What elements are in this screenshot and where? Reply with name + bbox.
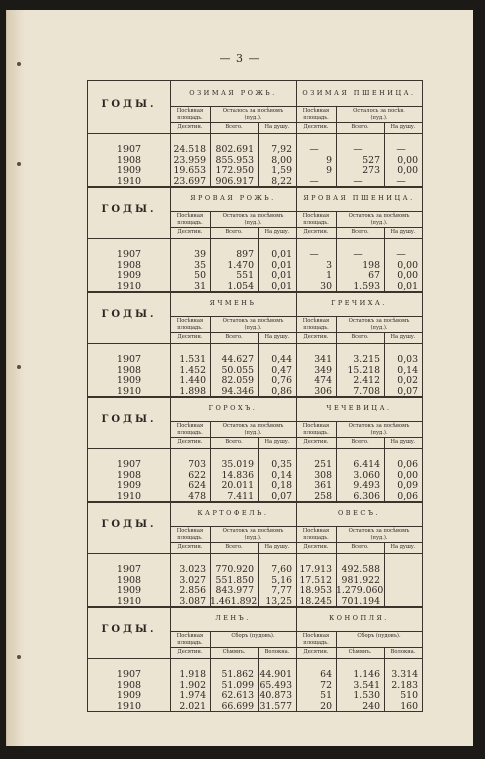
area-header: Посѣвная площадь. xyxy=(176,528,204,541)
table-cell: 1.452 xyxy=(179,364,206,376)
table-cell: 306 xyxy=(314,385,332,397)
table-cell: 474 xyxy=(314,375,332,386)
table-cell: 2.021 xyxy=(179,700,206,712)
remainder-header: Остатокъ за посѣвомъ (пуд.). xyxy=(348,528,410,541)
table-cell: 31.577 xyxy=(259,700,292,712)
table-cell: 20.011 xyxy=(221,480,254,491)
table-cell: 14.836 xyxy=(221,469,254,481)
table-cell: 770.920 xyxy=(215,564,254,575)
column-label: Волокна. xyxy=(264,649,290,655)
crop-name: ЛЕНЪ. xyxy=(215,614,251,622)
year-label: 1907 xyxy=(116,354,142,365)
table-cell: — xyxy=(309,144,319,155)
area-header: Посѣвная площадь. xyxy=(176,633,204,646)
column-label: Десятин. xyxy=(177,334,203,340)
table-cell: 3.060 xyxy=(353,469,380,481)
year-label: 1910 xyxy=(116,700,142,712)
remainder-header: Сборъ (пудовъ). xyxy=(231,633,275,639)
year-label: 1908 xyxy=(116,154,142,166)
year-label: 1908 xyxy=(116,364,142,376)
column-label: На душу. xyxy=(390,229,416,235)
table-cell: 0,06 xyxy=(397,459,418,470)
table-cell: 72 xyxy=(320,679,332,691)
year-label: 1907 xyxy=(116,144,142,155)
table-cell: 551 xyxy=(236,270,254,281)
table-cell: 1.531 xyxy=(179,354,206,365)
table-cell: 160 xyxy=(400,700,418,712)
column-label: Десятин. xyxy=(177,229,203,235)
table-cell: 0,00 xyxy=(397,154,418,166)
column-label: Десятин. xyxy=(303,229,329,235)
page-binding-edge xyxy=(7,10,25,746)
table-cell: 622 xyxy=(188,469,206,481)
column-label: Десятин. xyxy=(177,649,203,655)
column-label: Десятин. xyxy=(303,124,329,130)
area-header: Посѣвная площадь. xyxy=(302,108,330,121)
year-label: 1910 xyxy=(116,280,142,292)
table-cell: 3.541 xyxy=(353,679,380,691)
column-label: Всего. xyxy=(225,124,243,130)
table-cell: 13,25 xyxy=(265,595,292,607)
table-block xyxy=(88,606,422,711)
table-cell: 1.146 xyxy=(353,669,380,680)
table-cell: 3.027 xyxy=(179,574,206,586)
table-cell: 1.593 xyxy=(353,280,380,292)
table-cell: 50.055 xyxy=(221,364,254,376)
table-cell: 308 xyxy=(314,469,332,481)
year-label: 1908 xyxy=(116,679,142,691)
table-cell: 551.850 xyxy=(215,574,254,586)
statistics-table xyxy=(87,80,423,712)
table-cell: 624 xyxy=(188,480,206,491)
table-cell: 2.183 xyxy=(391,679,418,691)
table-cell: 349 xyxy=(314,364,332,376)
table-cell: 361 xyxy=(314,480,332,491)
crop-name: ОВЕСЪ. xyxy=(337,509,381,517)
table-cell: 0,76 xyxy=(271,375,292,386)
row-rule xyxy=(88,658,422,659)
table-cell: 1.470 xyxy=(227,259,254,271)
table-cell: 981.922 xyxy=(341,574,380,586)
table-cell: 51.862 xyxy=(221,669,254,680)
year-label: 1909 xyxy=(116,375,142,386)
years-header: ГОДЫ. xyxy=(101,204,157,215)
row-rule xyxy=(88,238,422,239)
table-cell: 527 xyxy=(362,154,380,166)
table-cell: 0,06 xyxy=(397,490,418,502)
column-label: Десятин. xyxy=(177,544,203,550)
table-cell: 2.856 xyxy=(179,585,206,596)
table-cell: 3.087 xyxy=(179,595,206,607)
year-label: 1909 xyxy=(116,480,142,491)
column-label: Десятин. xyxy=(177,439,203,445)
column-label: На душу. xyxy=(264,124,290,130)
table-cell: 9.493 xyxy=(353,480,380,491)
table-cell: 35 xyxy=(194,259,206,271)
crop-name: КАРТОФЕЛЬ. xyxy=(197,509,269,517)
table-cell: 5,16 xyxy=(271,574,292,586)
area-header: Посѣвная площадь. xyxy=(302,633,330,646)
column-label: Всего. xyxy=(351,439,369,445)
table-cell: 0,01 xyxy=(397,280,418,292)
row-rule xyxy=(88,553,422,554)
table-cell: 172.950 xyxy=(215,165,254,176)
year-label: 1907 xyxy=(116,669,142,680)
column-label: Десятин. xyxy=(303,544,329,550)
table-cell: — xyxy=(353,249,363,260)
column-label: Всего. xyxy=(351,334,369,340)
table-cell: 1.530 xyxy=(353,690,380,701)
table-cell: 1.902 xyxy=(179,679,206,691)
crop-name: ОЗИМАЯ РОЖЬ. xyxy=(189,89,277,97)
table-cell: 0,00 xyxy=(397,469,418,481)
table-cell: 9 xyxy=(326,154,332,166)
remainder-header: Остатокъ за посѣвомъ (пуд.). xyxy=(222,213,284,226)
column-label: На душу. xyxy=(264,229,290,235)
table-cell: 198 xyxy=(362,259,380,271)
table-cell: 19.653 xyxy=(173,165,206,176)
area-header: Посѣвная площадь. xyxy=(176,213,204,226)
table-cell: 1.440 xyxy=(179,375,206,386)
table-cell: 35.019 xyxy=(221,459,254,470)
table-cell: 906.917 xyxy=(215,175,254,187)
column-label: На душу. xyxy=(390,124,416,130)
crop-name: КОНОПЛЯ. xyxy=(329,614,389,622)
table-cell: 66.699 xyxy=(221,700,254,712)
table-cell: — xyxy=(353,175,363,187)
table-cell: 0,03 xyxy=(397,354,418,365)
crop-name: ЯРОВАЯ ПШЕНИЦА. xyxy=(303,194,415,202)
table-cell: 62.613 xyxy=(221,690,254,701)
table-block xyxy=(88,501,422,606)
table-cell: 7,60 xyxy=(271,564,292,575)
table-cell: 802.691 xyxy=(215,144,254,155)
years-header: ГОДЫ. xyxy=(101,414,157,425)
table-cell: 24.518 xyxy=(173,144,206,155)
table-cell: 7.411 xyxy=(227,490,254,502)
column-label: Десятин. xyxy=(303,334,329,340)
years-header: ГОДЫ. xyxy=(101,99,157,110)
column-label: Десятин. xyxy=(303,439,329,445)
column-label: На душу. xyxy=(390,334,416,340)
table-cell: 6.414 xyxy=(353,459,380,470)
year-label: 1909 xyxy=(116,165,142,176)
table-cell: 0,01 xyxy=(271,249,292,260)
remainder-header: Остатокъ за посѣвомъ (пуд.). xyxy=(348,318,410,331)
table-cell: 8,00 xyxy=(271,154,292,166)
table-cell: 2.412 xyxy=(353,375,380,386)
table-cell: 15.218 xyxy=(347,364,380,376)
table-cell: 0,14 xyxy=(397,364,418,376)
year-label: 1908 xyxy=(116,574,142,586)
table-cell: 701.194 xyxy=(341,595,380,607)
table-cell: 0,01 xyxy=(271,259,292,271)
table-cell: 0,09 xyxy=(397,480,418,491)
column-label: На душу. xyxy=(264,439,290,445)
table-cell: 478 xyxy=(188,490,206,502)
column-label: Сѣмянъ. xyxy=(348,649,372,655)
table-cell: — xyxy=(396,249,406,260)
table-cell: 50 xyxy=(194,270,206,281)
year-label: 1907 xyxy=(116,249,142,260)
table-cell: 7.708 xyxy=(353,385,380,397)
column-label: На душу. xyxy=(264,544,290,550)
table-cell: 0,02 xyxy=(397,375,418,386)
years-header: ГОДЫ. xyxy=(101,624,157,635)
table-cell: — xyxy=(309,249,319,260)
column-label: Всего. xyxy=(225,334,243,340)
table-cell: 1.918 xyxy=(179,669,206,680)
table-block xyxy=(88,186,422,291)
table-cell: 0,01 xyxy=(271,270,292,281)
table-cell: — xyxy=(396,175,406,187)
table-cell: 0,14 xyxy=(271,469,292,481)
table-cell: 3.023 xyxy=(179,564,206,575)
table-cell: 17.913 xyxy=(299,564,332,575)
remainder-header: Остатокъ за посѣвомъ (пуд.). xyxy=(348,423,410,436)
area-header: Посѣвная площадь. xyxy=(302,318,330,331)
table-cell: 1,59 xyxy=(271,165,292,176)
table-cell: 65.493 xyxy=(259,679,292,691)
crop-name: ЯЧМЕНЬ xyxy=(209,299,257,307)
row-rule xyxy=(88,133,422,134)
table-cell: 703 xyxy=(188,459,206,470)
column-label: На душу. xyxy=(264,334,290,340)
table-cell: — xyxy=(396,144,406,155)
table-cell: 67 xyxy=(368,270,380,281)
table-cell: 0,07 xyxy=(397,385,418,397)
column-label: Волокна. xyxy=(390,649,416,655)
year-label: 1907 xyxy=(116,459,142,470)
row-rule xyxy=(88,343,422,344)
table-cell: 17.512 xyxy=(299,574,332,586)
table-block xyxy=(88,81,422,186)
table-cell: 44.901 xyxy=(259,669,292,680)
crop-name: ГОРОХЪ. xyxy=(208,404,258,412)
table-cell: 510 xyxy=(400,690,418,701)
table-cell: — xyxy=(309,175,319,187)
table-cell: 40.873 xyxy=(259,690,292,701)
table-cell: 0,00 xyxy=(397,259,418,271)
table-cell: 0,18 xyxy=(271,480,292,491)
column-rule xyxy=(384,542,385,606)
table-cell: 18.953 xyxy=(299,585,332,596)
remainder-header: Осталось за посѣвомъ (пуд.). xyxy=(222,108,284,121)
table-cell: 23.959 xyxy=(173,154,206,166)
table-cell: 94.346 xyxy=(221,385,254,397)
table-cell: 9 xyxy=(326,165,332,176)
year-label: 1910 xyxy=(116,595,142,607)
year-label: 1908 xyxy=(116,469,142,481)
table-cell: 51 xyxy=(320,690,332,701)
table-cell: 0,86 xyxy=(271,385,292,397)
year-label: 1910 xyxy=(116,175,142,187)
area-header: Посѣвная площадь. xyxy=(302,213,330,226)
row-rule xyxy=(88,448,422,449)
year-label: 1910 xyxy=(116,490,142,502)
binding-hole xyxy=(17,365,21,369)
table-cell: 23.697 xyxy=(173,175,206,187)
table-cell: 3.215 xyxy=(353,354,380,365)
column-label: Всего. xyxy=(351,229,369,235)
year-label: 1909 xyxy=(116,270,142,281)
remainder-header: Осталось за посѣв. (пуд.). xyxy=(353,108,405,121)
crop-name: ОЗИМАЯ ПШЕНИЦА. xyxy=(302,89,416,97)
years-header: ГОДЫ. xyxy=(101,309,157,320)
area-header: Посѣвная площадь. xyxy=(176,318,204,331)
column-label: Десятин. xyxy=(303,649,329,655)
table-cell: 31 xyxy=(194,280,206,292)
table-cell: 0,01 xyxy=(271,280,292,292)
area-header: Посѣвная площадь. xyxy=(302,423,330,436)
table-cell: 82.059 xyxy=(221,375,254,386)
crop-name: ЯРОВАЯ РОЖЬ. xyxy=(190,194,276,202)
table-cell: 897 xyxy=(236,249,254,260)
table-cell: 251 xyxy=(314,459,332,470)
table-cell: 341 xyxy=(314,354,332,365)
column-label: Всего. xyxy=(351,544,369,550)
column-label: Всего. xyxy=(351,124,369,130)
year-label: 1907 xyxy=(116,564,142,575)
year-label: 1909 xyxy=(116,585,142,596)
remainder-header: Остатокъ за посѣвомъ (пуд.). xyxy=(222,318,284,331)
table-cell: 0,47 xyxy=(271,364,292,376)
column-label: Сѣмянъ. xyxy=(222,649,246,655)
table-cell: 0,35 xyxy=(271,459,292,470)
table-cell: 1.974 xyxy=(179,690,206,701)
remainder-header: Сборъ (пудовъ). xyxy=(357,633,401,639)
binding-hole xyxy=(17,655,21,659)
area-header: Посѣвная площадь. xyxy=(176,108,204,121)
table-cell: 44.627 xyxy=(221,354,254,365)
area-header: Посѣвная площадь. xyxy=(302,528,330,541)
column-label: На душу. xyxy=(390,544,416,550)
table-cell: 0,00 xyxy=(397,165,418,176)
table-cell: 492.588 xyxy=(341,564,380,575)
crop-name: ГРЕЧИХА. xyxy=(331,299,387,307)
page-number: — 3 — xyxy=(219,52,261,65)
table-cell: 39 xyxy=(194,249,206,260)
table-cell: 843.977 xyxy=(215,585,254,596)
table-cell: 51.099 xyxy=(221,679,254,691)
remainder-header: Остатокъ за посѣвомъ (пуд.). xyxy=(348,213,410,226)
table-cell: — xyxy=(353,144,363,155)
table-cell: 0,44 xyxy=(271,354,292,365)
column-label: Всего. xyxy=(225,544,243,550)
binding-hole xyxy=(17,162,21,166)
table-cell: 258 xyxy=(314,490,332,502)
area-header: Посѣвная площадь. xyxy=(176,423,204,436)
table-cell: 30 xyxy=(320,280,332,292)
table-cell: 64 xyxy=(320,669,332,680)
table-cell: 1.898 xyxy=(179,385,206,397)
table-cell: 3 xyxy=(326,259,332,271)
table-cell: 0,00 xyxy=(397,270,418,281)
column-label: Всего. xyxy=(225,439,243,445)
year-label: 1909 xyxy=(116,690,142,701)
table-cell: 7,77 xyxy=(271,585,292,596)
table-cell: 1 xyxy=(326,270,332,281)
column-label: На душу. xyxy=(390,439,416,445)
crop-name: ЧЕЧЕВИЦА. xyxy=(326,404,392,412)
table-cell: 6.306 xyxy=(353,490,380,502)
remainder-header: Остатокъ за посѣвомъ (пуд.). xyxy=(222,528,284,541)
table-cell: 1.461.892 xyxy=(210,595,258,607)
table-cell: 0,07 xyxy=(271,490,292,502)
table-cell: 1.054 xyxy=(227,280,254,292)
document-page xyxy=(6,10,473,746)
table-cell: 3.314 xyxy=(391,669,418,680)
table-cell: 273 xyxy=(362,165,380,176)
remainder-header: Остатокъ за посѣвомъ (пуд.). xyxy=(222,423,284,436)
year-label: 1910 xyxy=(116,385,142,397)
table-cell: 855.953 xyxy=(215,154,254,166)
year-label: 1908 xyxy=(116,259,142,271)
table-cell: 240 xyxy=(362,700,380,712)
column-label: Всего. xyxy=(225,229,243,235)
table-cell: 7,92 xyxy=(271,144,292,155)
table-cell: 8,22 xyxy=(271,175,292,187)
years-header: ГОДЫ. xyxy=(101,519,157,530)
table-cell: 20 xyxy=(320,700,332,712)
table-cell: 18.245 xyxy=(299,595,332,607)
column-label: Десятин. xyxy=(177,124,203,130)
table-cell: 1.279.060 xyxy=(336,585,384,596)
table-block xyxy=(88,291,422,396)
table-block xyxy=(88,396,422,501)
